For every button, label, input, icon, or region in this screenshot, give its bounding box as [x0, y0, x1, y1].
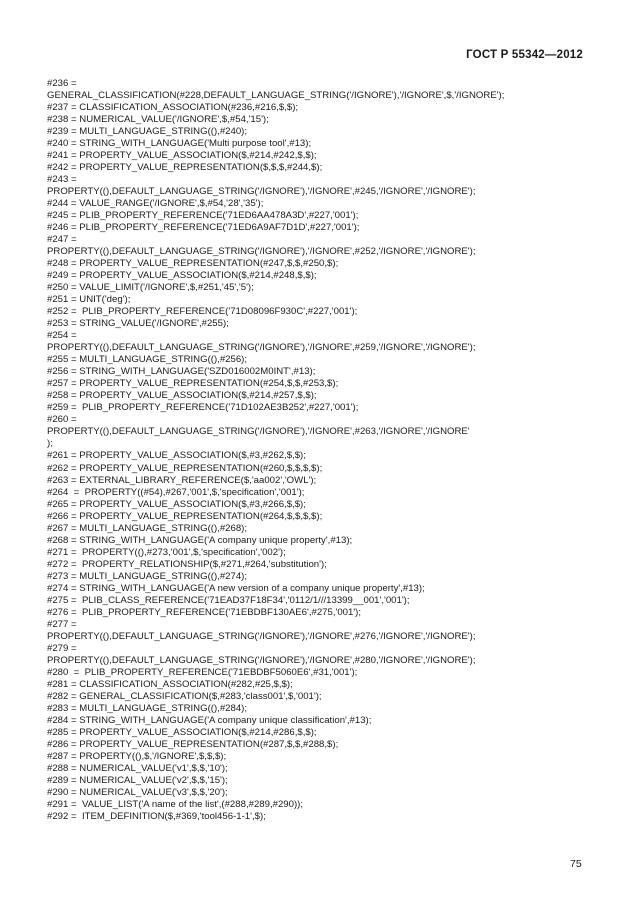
code-line: #276 = PLIB_PROPERTY_REFERENCE('71EBDBF130AE6',#275,'001');: [47, 606, 362, 618]
code-line: PROPERTY((),DEFAULT_LANGUAGE_STRING('/IGNORE'),'/IGNORE',#245,'/IGNORE','/IGNORE');: [47, 186, 476, 198]
code-line: #241 = PROPERTY_VALUE_ASSOCIATION($,#214,#242,$,$);: [47, 150, 317, 162]
document-standard-header: ГОСТ Р 55342—2012: [466, 49, 583, 61]
code-line: #267 = MULTI_LANGUAGE_STRING((),#268);: [47, 522, 248, 534]
code-line: #259 = PLIB_PROPERTY_REFERENCE('71D102AE3B252',#227,'001');: [47, 402, 359, 414]
code-line: #266 = PROPERTY_VALUE_REPRESENTATION(#264,$,$,$,$);: [47, 510, 323, 522]
code-line: #288 = NUMERICAL_VALUE('v1',$,$,'10');: [47, 762, 228, 774]
code-line: #239 = MULTI_LANGUAGE_STRING((),#240);: [47, 126, 248, 138]
code-line: #291 = VALUE_LIST('A name of the list',(#288,#289,#290));: [47, 798, 304, 810]
code-line: #262 = PROPERTY_VALUE_REPRESENTATION(#260,$,$,$,$);: [47, 462, 323, 474]
code-line: #284 = STRING_WITH_LANGUAGE('A company unique classification',#13);: [47, 714, 372, 726]
code-line: #254 =: [47, 330, 77, 342]
code-line: #292 = ITEM_DEFINITION($,#369,'tool456-1-1',$);: [47, 810, 266, 822]
code-line: #256 = STRING_WITH_LANGUAGE('SZD016002M0INT',#13);: [47, 366, 316, 378]
code-listing: [47, 78, 607, 823]
code-line: #251 = UNIT('deg');: [47, 294, 131, 306]
code-line: #237 = CLASSIFICATION_ASSOCIATION(#236,#216,$,$);: [47, 102, 299, 114]
code-line: GENERAL_CLASSIFICATION(#228,DEFAULT_LANGUAGE_STRING('/IGNORE'),'/IGNORE',$,'/IGNORE');: [47, 90, 505, 102]
code-line: #248 = PROPERTY_VALUE_REPRESENTATION(#247,$,$,#250,$);: [47, 258, 339, 270]
code-line: #252 = PLIB_PROPERTY_REFERENCE('71D08096F930C',#227,'001');: [47, 306, 358, 318]
code-line: PROPERTY((),DEFAULT_LANGUAGE_STRING('/IGNORE'),'/IGNORE',#252,'/IGNORE','/IGNORE');: [47, 246, 476, 258]
code-line: #285 = PROPERTY_VALUE_ASSOCIATION($,#214,#286,$,$);: [47, 726, 317, 738]
code-line: #277 =: [47, 618, 77, 630]
code-line: PROPERTY((),DEFAULT_LANGUAGE_STRING('/IGNORE'),'/IGNORE',#280,'/IGNORE','/IGNORE');: [47, 654, 476, 666]
code-line: #290 = NUMERICAL_VALUE('v3',$,$,'20');: [47, 786, 228, 798]
code-line: #258 = PROPERTY_VALUE_ASSOCIATION($,#214,#257,$,$);: [47, 390, 317, 402]
code-line: #245 = PLIB_PROPERTY_REFERENCE('71ED6AA478A3D',#227,'001');: [47, 210, 359, 222]
code-line: #283 = MULTI_LANGUAGE_STRING((),#284);: [47, 702, 248, 714]
code-line: #263 = EXTERNAL_LIBRARY_REFERENCE($,'aa002','OWL');: [47, 474, 317, 486]
code-line: #253 = STRING_VALUE('/IGNORE',#255);: [47, 318, 229, 330]
code-line: #286 = PROPERTY_VALUE_REPRESENTATION(#287,$,$,#288,$);: [47, 738, 339, 750]
code-line: #246 = PLIB_PROPERTY_REFERENCE('71ED6A9AF7D1D',#227,'001');: [47, 222, 360, 234]
code-line: #261 = PROPERTY_VALUE_ASSOCIATION($,#3,#262,$,$);: [47, 450, 306, 462]
code-line: #257 = PROPERTY_VALUE_REPRESENTATION(#254,$,$,#253,$);: [47, 378, 339, 390]
code-line: #287 = PROPERTY((),$,'/IGNORE',$,$,$);: [47, 750, 227, 762]
code-line: #244 = VALUE_RANGE('/IGNORE',$,#54,'28','35');: [47, 198, 264, 210]
code-line: #243 =: [47, 174, 77, 186]
code-line: #260 =: [47, 414, 77, 426]
code-line: #240 = STRING_WITH_LANGUAGE('Multi purpose tool',#13);: [47, 138, 312, 150]
code-line: #282 = GENERAL_CLASSIFICATION($,#283,'class001',$,'001');: [47, 690, 322, 702]
code-line: #280 = PLIB_PROPERTY_REFERENCE('71EBDBF5060E6',#31,'001');: [47, 666, 358, 678]
code-line: #275 = PLIB_CLASS_REFERENCE('71EAD37F18F34','0112/1///13399__001','001');: [47, 594, 410, 606]
code-line: #264 = PROPERTY((#54),#267,'001',$,'specification','001');: [47, 486, 305, 498]
code-line: #272 = PROPERTY_RELATIONSHIP($,#271,#264,'substitution');: [47, 558, 327, 570]
code-line: #247 =: [47, 234, 77, 246]
code-line: #289 = NUMERICAL_VALUE('v2',$,$,'15');: [47, 774, 228, 786]
code-line: #273 = MULTI_LANGUAGE_STRING((),#274);: [47, 570, 248, 582]
code-line: #265 = PROPERTY_VALUE_ASSOCIATION($,#3,#266,$,$);: [47, 498, 306, 510]
code-line: #249 = PROPERTY_VALUE_ASSOCIATION($,#214,#248,$,$);: [47, 270, 317, 282]
code-line: #236 =: [47, 78, 77, 89]
code-line: #250 = VALUE_LIMIT('/IGNORE',$,#251,'45','5');: [47, 282, 254, 294]
code-line: PROPERTY((),DEFAULT_LANGUAGE_STRING('/IGNORE'),'/IGNORE',#276,'/IGNORE','/IGNORE');: [47, 630, 476, 642]
code-line: #242 = PROPERTY_VALUE_REPRESENTATION($,$,$,#244,$);: [47, 162, 323, 174]
code-line: #279 =: [47, 642, 77, 654]
code-line: PROPERTY((),DEFAULT_LANGUAGE_STRING('/IGNORE'),'/IGNORE',#263,'/IGNORE','/IGNORE': [47, 426, 470, 438]
code-line: #238 = NUMERICAL_VALUE('/IGNORE',$,#54,'15');: [47, 114, 269, 126]
code-line: PROPERTY((),DEFAULT_LANGUAGE_STRING('/IGNORE'),'/IGNORE',#259,'/IGNORE','/IGNORE');: [47, 342, 476, 354]
code-line: #268 = STRING_WITH_LANGUAGE('A company unique property',#13);: [47, 534, 353, 546]
code-line: #274 = STRING_WITH_LANGUAGE('A new version of a company unique property',#13);: [47, 582, 425, 594]
page-number: 75: [570, 858, 582, 870]
code-line: #271 = PROPERTY((),#273,'001',$,'specification','002');: [47, 546, 286, 558]
code-line: #281 = CLASSIFICATION_ASSOCIATION(#282,#25,$,$);: [47, 678, 293, 690]
code-line: #255 = MULTI_LANGUAGE_STRING((),#256);: [47, 354, 248, 366]
code-line: );: [47, 438, 53, 450]
